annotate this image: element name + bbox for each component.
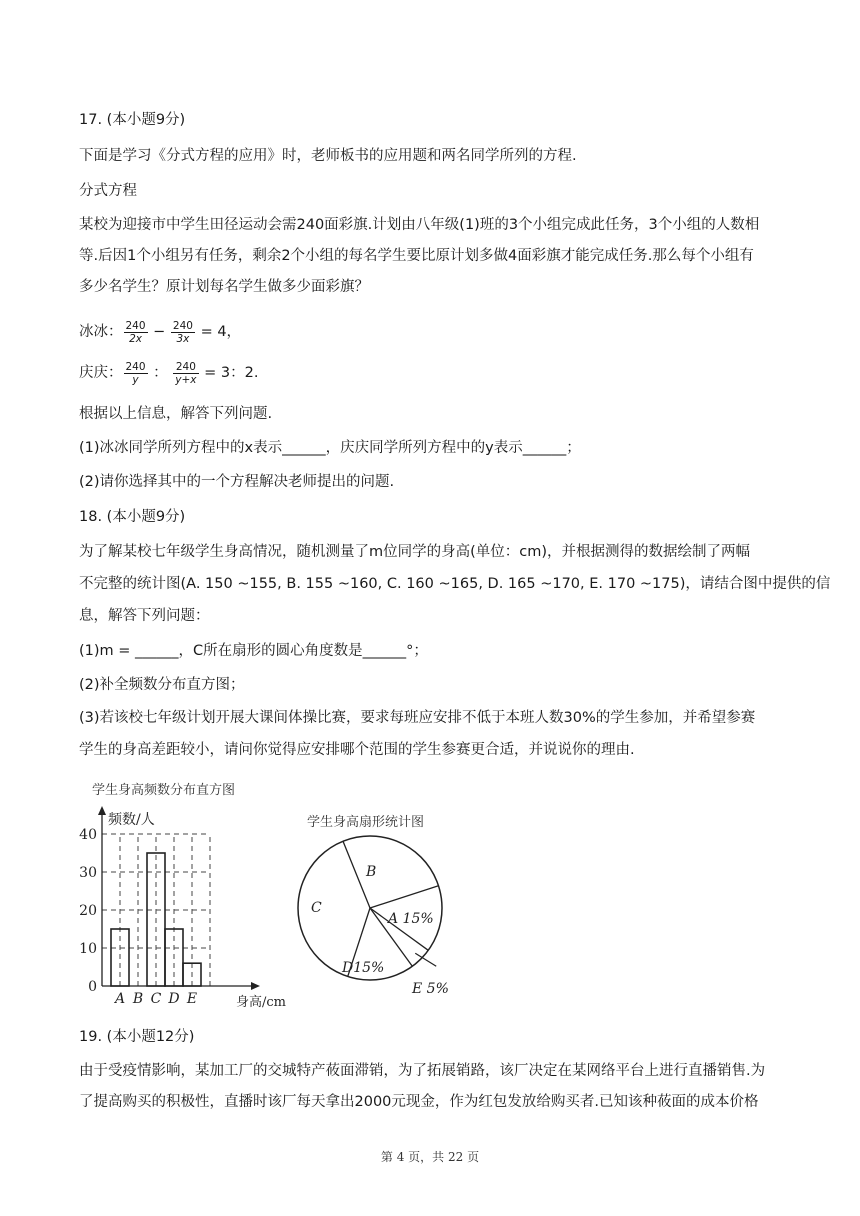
y-tick-label: 40 [79,827,97,843]
y-tick-label: 30 [79,865,97,881]
q17-problem-line3: 多少名学生？原计划每名学生做多少面彩旗？ [79,279,369,295]
q17-part1: (1)冰冰同学所列方程中的x表示______，庆庆同学所列方程中的y表示______； [79,440,581,456]
q18-header: 18. (本小题9分) [79,509,186,525]
eq1-rhs: = 4， [200,324,242,340]
q17-equation-bingbing: 冰冰： $\frac{240}{2x}$ − $\frac{240}{3x}$ = 4， [79,319,242,345]
pie-label-C: C [311,900,322,916]
q17-topic: 分式方程 [79,183,137,199]
q18-part3-line1: (3)若该校七年级计划开展大课间体操比赛，要求每班应安排不低于本班人数30%的学生参加，并希望参赛 [79,710,756,726]
x-tick-label: A [114,991,126,1007]
histogram-title: 学生身高频数分布直方图 [92,783,236,798]
eq2-rhs: = 3：2. [204,365,259,381]
q17-equation-qingqing: 庆庆： $\frac{240}{y}$ ： $\frac{240}{y+x}$ = 3：2. [79,360,259,386]
eq1-fraction-1: $\frac{240}{2x}$ [125,319,146,345]
y-axis-label: 频数/人 [108,812,155,828]
y-tick-label: 20 [79,903,97,919]
q19-line1: 由于受疫情影响，某加工厂的交城特产莜面滞销，为了拓展销路，该厂决定在某网络平台上进行直播销售.为 [79,1063,766,1079]
q18-line3: 息，解答下列问题： [79,608,210,624]
y-axis-arrow [98,806,106,815]
pie-chart [290,830,470,1010]
q19-header: 19. (本小题12分) [79,1029,195,1045]
eq2-fraction-2: $\frac{240}{y+x}$ [175,360,197,386]
pie-label-A: A 15% [388,911,434,927]
pie-label-B: B [366,864,377,880]
x-tick-label: D [168,991,180,1007]
eq1-name: 冰冰： [79,324,123,340]
q18-part1: (1)m = ______，C所在扇形的圆心角度数是______°； [79,643,428,659]
eq2-fraction-1: $\frac{240}{y}$ [125,360,146,386]
histogram-chart [70,800,290,1010]
q17-part2: (2)请你选择其中的一个方程解决老师提出的问题. [79,474,395,490]
pie-title: 学生身高扇形统计图 [307,815,425,830]
x-tick-label: C [150,991,162,1007]
q18-part3-line2: 学生的身高差距较小，请问你觉得应安排哪个范围的学生参赛更合适，并说说你的理由. [79,742,635,758]
eq1-fraction-2: $\frac{240}{3x}$ [172,319,193,345]
page-footer: 第 4 页，共 22 页 [380,1150,480,1164]
y-tick-label: 10 [79,941,97,957]
q17-ask: 根据以上信息，解答下列问题. [79,406,273,422]
x-axis-arrow [251,982,260,990]
eq2-name: 庆庆： [79,365,123,381]
y-tick-label: 0 [88,979,97,995]
q18-line1: 为了解某校七年级学生身高情况，随机测量了m位同学的身高(单位：cm)，并根据测得的数据绘制了两幅 [79,544,751,560]
pie-e-leader [415,953,436,966]
x-tick-label: E [186,991,198,1007]
q17-problem-line1: 某校为迎接市中学生田径运动会需240面彩旗.计划由八年级(1)班的3个小组完成此任务，3个小组的人数相 [79,217,760,233]
q19-line2: 了提高购买的积极性，直播时该厂每天拿出2000元现金，作为红包发放给购买者.已知该种莜面的成本价格 [79,1094,759,1110]
q17-header: 17. (本小题9分) [79,112,186,128]
pie-slice-edge [370,886,438,908]
q17-problem-line2: 等.后因1个小组另有任务，剩余2个小组的每名学生要比原计划多做4面彩旗才能完成任务.那么每个小组有 [79,248,754,264]
q18-part2: (2)补全频数分布直方图； [79,677,245,693]
x-axis-label: 身高/cm [236,995,286,1010]
q17-intro: 下面是学习《分式方程的应用》时，老师板书的应用题和两名同学所列的方程. [79,148,577,164]
x-tick-label: B [132,991,144,1007]
pie-label-E: E 5% [412,981,449,997]
q18-line2: 不完整的统计图(A. 150 ~155, B. 155 ~160, C. 160 ~165, D. 165 ~170, E. 170 ~175)，请结合图中提供的信 [79,576,831,592]
pie-label-D: D15% [342,960,385,976]
